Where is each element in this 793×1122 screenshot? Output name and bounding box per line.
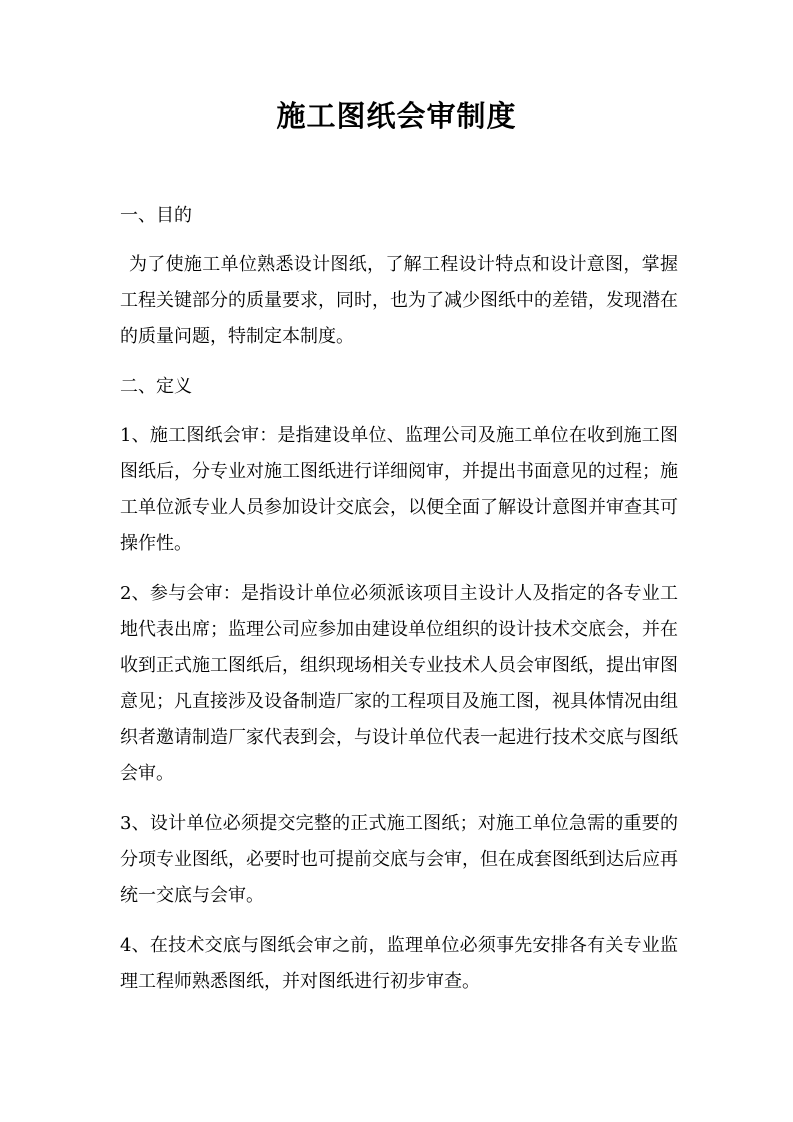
paragraph-item-1: 1、施工图纸会审：是指建设单位、监理公司及施工单位在收到施工图图纸后，分专业对施工图纸进行详细阅审，并提出书面意见的过程；施工单位派专业人员参加设计交底会，以便全面了解设计意图并审查其可操作性。 [120, 425, 678, 554]
document-body [120, 198, 678, 1014]
paragraph-purpose: 为了使施工单位熟悉设计图纸，了解工程设计特点和设计意图，掌握工程关键部分的质量要求，同时，也为了减少图纸中的差错，发现潜在的质量问题，特制定本制度。 [120, 254, 678, 347]
section-heading-purpose: 一、目的 [120, 205, 192, 226]
section-heading-definition: 二、定义 [120, 376, 192, 397]
document-title: 施工图纸会审制度 [276, 99, 517, 133]
paragraph-item-3: 3、设计单位必须提交完整的正式施工图纸；对施工单位急需的重要的分项专业图纸，必要时也可提前交底与会审，但在成套图纸到达后应再统一交底与会审。 [120, 813, 678, 906]
paragraph-item-2: 2、参与会审：是指设计单位必须派该项目主设计人及指定的各专业工地代表出席；监理公司应参加由建设单位组织的设计技术交底会，并在收到正式施工图纸后，组织现场相关专业技术人员会审图纸，提出审图意见；凡直接涉及设备制造厂家的工程项目及施工图，视具体情况由组织者邀请制造厂家代表到会，与设计单位代表一起进行技术交底与图纸会审。 [120, 583, 678, 784]
paragraph-item-4: 4、在技术交底与图纸会审之前，监理单位必须事先安排各有关专业监理工程师熟悉图纸，并对图纸进行初步审查。 [120, 935, 678, 992]
